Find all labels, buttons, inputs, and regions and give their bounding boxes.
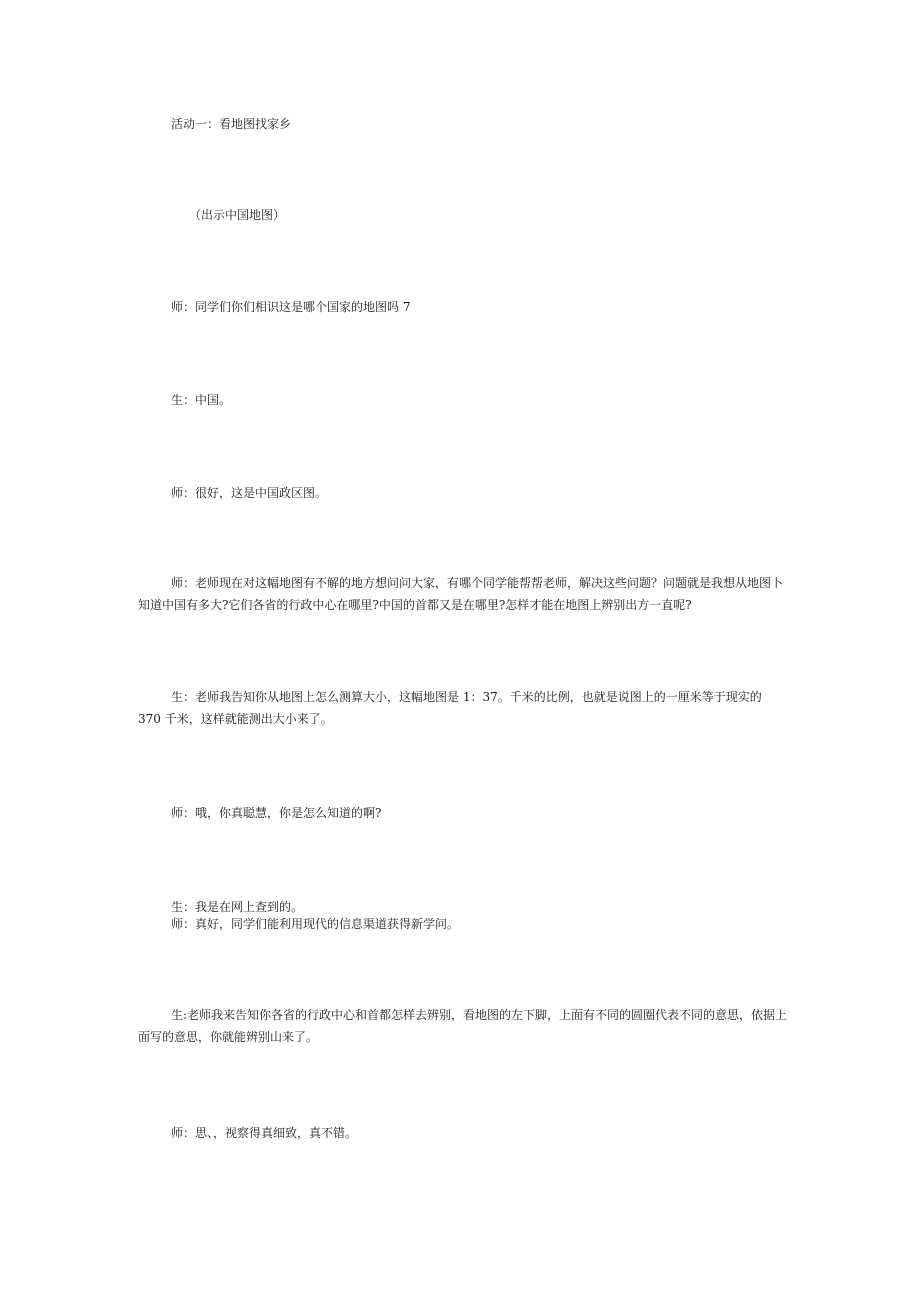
stage-direction: （出示中国地图） xyxy=(189,208,286,222)
dialogue-paragraph: 生：老师我告知你从地图上怎么测算大小，这幅地图是 1：37。千米的比例，也就是说图上的一厘米等于现实的 370 千米，这样就能测出大小来了。 xyxy=(138,690,762,726)
dialogue-line: 师：很好，这是中国政区图。 xyxy=(171,486,328,500)
dialogue-paragraph: 生:老师我来告知你各省的行政中心和首都怎样去辨别，看地图的左下脚，上面有不同的圆圈代表不同的意思，依据上面写的意思，你就能辨别山来了。 xyxy=(138,1008,788,1044)
dialogue-line: 师：哦，你真聪慧，你是怎么知道的啊? xyxy=(171,806,382,820)
activity-heading: 活动一：看地图找家乡 xyxy=(171,117,292,131)
dialogue-line: 生：我是在网上查到的。 xyxy=(171,900,304,914)
dialogue-line: 师：同学们你们相识这是哪个国家的地图吗 7 xyxy=(171,300,411,314)
dialogue-line: 师：思、，视察得真细致，真不错。 xyxy=(171,1126,358,1140)
dialogue-paragraph: 师：老师现在对这幅地图有不解的地方想问问大家，有哪个同学能帮帮老师，解决这些问题？问题就是我想从地图卜知道中国有多大?它们各省的行政中心在哪里?中国的首都又是在哪里?怎样才能在地图上辨别出方一直呢? xyxy=(138,576,784,612)
dialogue-line: 生：中国。 xyxy=(171,393,232,407)
dialogue-line: 师：真好，同学们能利用现代的信息渠道获得新学问。 xyxy=(171,917,460,931)
